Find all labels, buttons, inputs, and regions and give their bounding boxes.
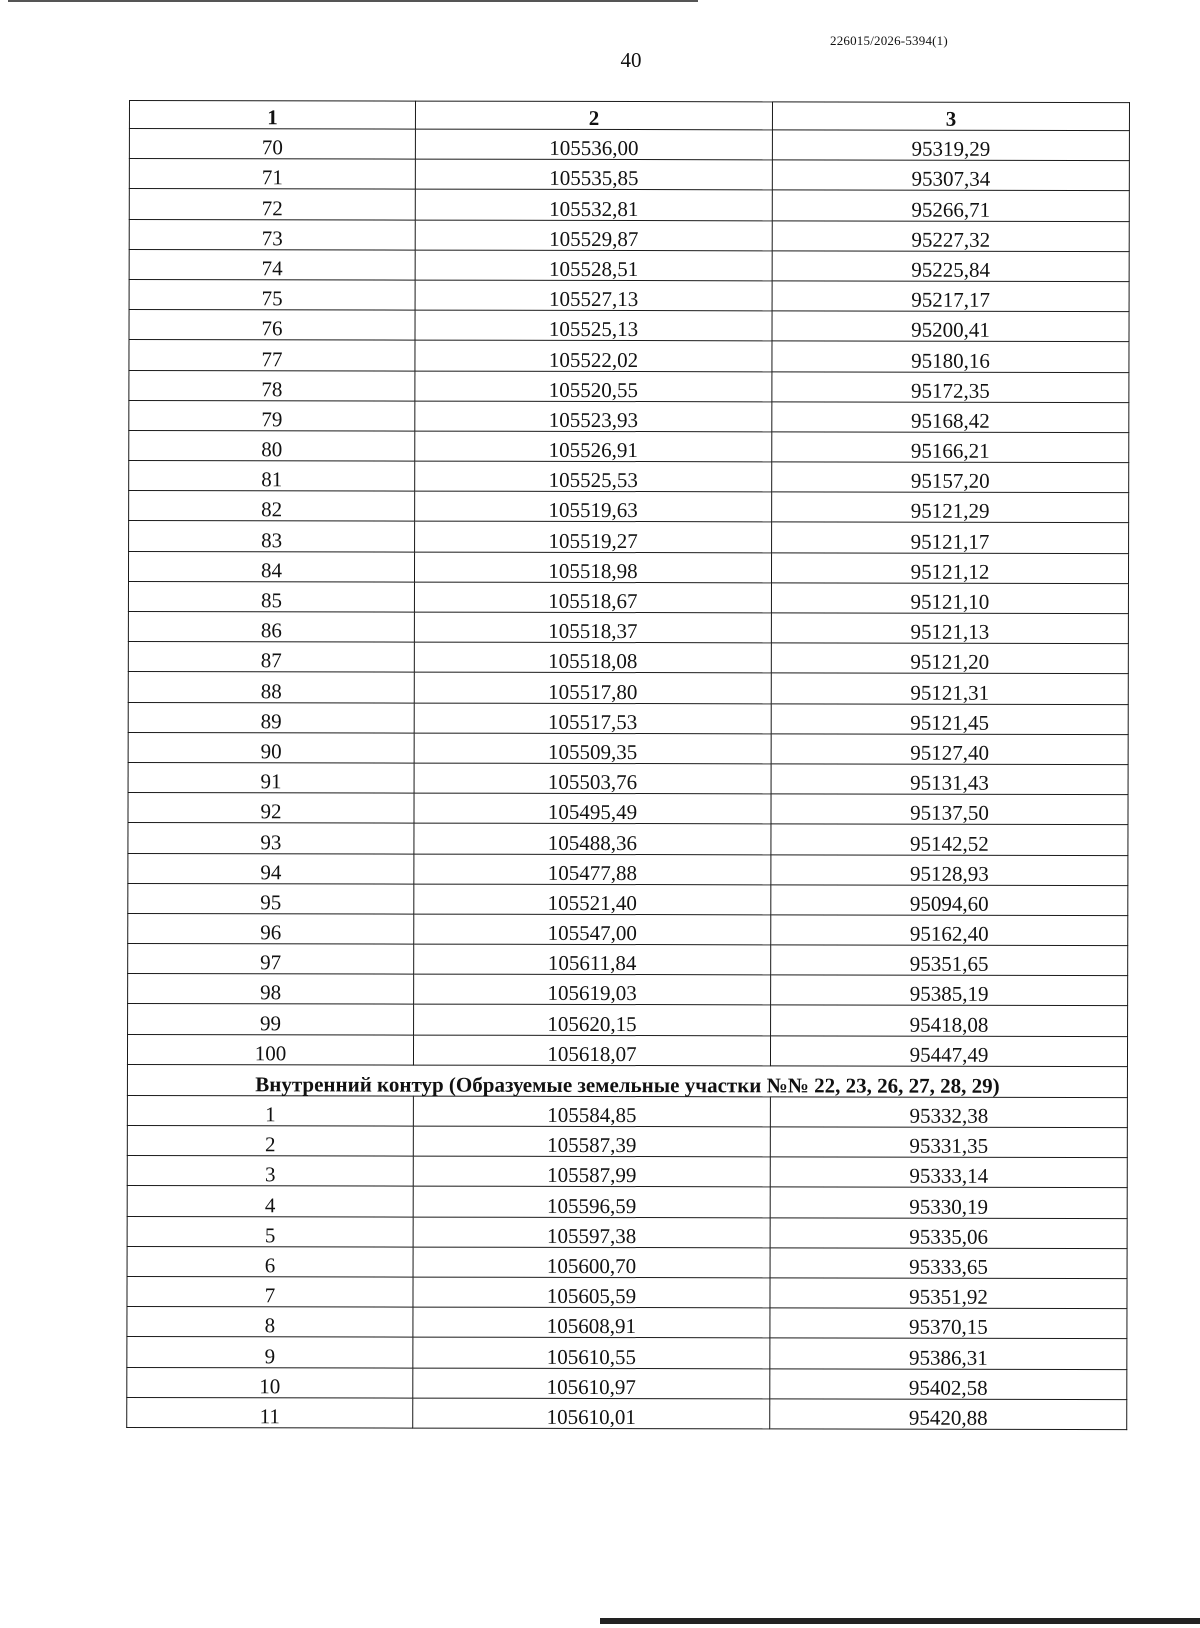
y-coordinate-cell: 95121,29 (772, 492, 1129, 523)
table-row (128, 944, 1128, 976)
section-title: Внутренний контур (Образуемые земельные участки №№ 22, 23, 26, 27, 28, 29) (127, 1064, 1127, 1097)
scan-edge-bottom (600, 1618, 1200, 1624)
point-number-cell: 9 (127, 1337, 413, 1368)
x-coordinate-cell: 105520,55 (415, 371, 772, 402)
table-row (128, 913, 1128, 945)
x-coordinate-cell: 105536,00 (415, 129, 772, 160)
y-coordinate-cell: 95121,12 (771, 552, 1128, 583)
point-number-cell: 5 (127, 1216, 413, 1247)
table-row (127, 1216, 1127, 1248)
point-number-cell: 96 (128, 913, 414, 944)
point-number-cell: 70 (129, 129, 415, 160)
x-coordinate-cell: 105495,49 (414, 793, 771, 824)
x-coordinate-cell: 105526,91 (415, 431, 772, 462)
x-coordinate-cell: 105587,99 (413, 1156, 770, 1187)
y-coordinate-cell: 95131,43 (771, 764, 1128, 795)
table-row (129, 279, 1129, 311)
point-number-cell: 10 (127, 1367, 413, 1398)
point-number-cell: 80 (129, 430, 415, 461)
point-number-cell: 85 (128, 581, 414, 612)
x-coordinate-cell: 105528,51 (415, 250, 772, 281)
table-row (128, 672, 1128, 704)
column-header: 2 (415, 101, 772, 130)
point-number-cell: 6 (127, 1246, 413, 1277)
point-number-cell: 91 (128, 762, 414, 793)
x-coordinate-cell: 105605,59 (413, 1277, 770, 1308)
page-number: 40 (620, 48, 642, 72)
x-coordinate-cell: 105584,85 (413, 1096, 770, 1127)
point-number-cell: 97 (128, 944, 414, 975)
y-coordinate-cell: 95402,58 (770, 1368, 1127, 1399)
column-header: 1 (129, 101, 415, 130)
point-number-cell: 75 (129, 279, 415, 310)
table-row (129, 370, 1129, 402)
y-coordinate-cell: 95127,40 (771, 734, 1128, 765)
x-coordinate-cell: 105620,15 (414, 1005, 771, 1036)
point-number-cell: 90 (128, 732, 414, 763)
point-number-cell: 83 (129, 521, 415, 552)
coordinates-table (126, 100, 1130, 1430)
point-number-cell: 81 (129, 461, 415, 492)
table-row (128, 732, 1128, 764)
table-row (127, 1125, 1127, 1157)
table-row (127, 1397, 1127, 1429)
point-number-cell: 84 (128, 551, 414, 582)
y-coordinate-cell: 95331,35 (770, 1127, 1127, 1158)
table-row (127, 1156, 1127, 1188)
x-coordinate-cell: 105547,00 (414, 914, 771, 945)
point-number-cell: 73 (129, 219, 415, 250)
table-row (128, 883, 1128, 915)
table-row (129, 310, 1129, 342)
x-coordinate-cell: 105535,85 (415, 159, 772, 190)
outer-contour-rows (127, 129, 1129, 1067)
x-coordinate-cell: 105596,59 (413, 1186, 770, 1217)
y-coordinate-cell: 95227,32 (772, 220, 1129, 251)
x-coordinate-cell: 105518,08 (414, 642, 771, 673)
document-id: 226015/2026-5394(1) (830, 33, 948, 48)
y-coordinate-cell: 95128,93 (771, 854, 1128, 885)
section-heading-row (127, 1064, 1127, 1097)
y-coordinate-cell: 95266,71 (772, 190, 1129, 221)
x-coordinate-cell: 105519,63 (415, 491, 772, 522)
x-coordinate-cell: 105529,87 (415, 220, 772, 251)
table-row (128, 642, 1128, 674)
table-row (128, 974, 1128, 1006)
x-coordinate-cell: 105488,36 (414, 823, 771, 854)
y-coordinate-cell: 95386,31 (770, 1338, 1127, 1369)
y-coordinate-cell: 95319,29 (772, 130, 1129, 161)
table-row (127, 1246, 1127, 1278)
point-number-cell: 72 (129, 189, 415, 220)
point-number-cell: 98 (128, 974, 414, 1005)
table-row (129, 430, 1129, 462)
x-coordinate-cell: 105525,13 (415, 310, 772, 341)
point-number-cell: 74 (129, 249, 415, 280)
x-coordinate-cell: 105522,02 (415, 340, 772, 371)
x-coordinate-cell: 105610,97 (413, 1368, 770, 1399)
y-coordinate-cell: 95200,41 (772, 311, 1129, 342)
point-number-cell: 100 (127, 1034, 413, 1065)
point-number-cell: 79 (129, 400, 415, 431)
y-coordinate-cell: 95333,14 (770, 1157, 1127, 1188)
y-coordinate-cell: 95420,88 (770, 1399, 1127, 1430)
y-coordinate-cell: 95370,15 (770, 1308, 1127, 1339)
point-number-cell: 95 (128, 883, 414, 914)
column-header: 3 (772, 102, 1129, 131)
x-coordinate-cell: 105619,03 (414, 974, 771, 1005)
x-coordinate-cell: 105532,81 (415, 189, 772, 220)
y-coordinate-cell: 95307,34 (772, 160, 1129, 191)
y-coordinate-cell: 95172,35 (772, 371, 1129, 402)
y-coordinate-cell: 95121,17 (772, 522, 1129, 553)
point-number-cell: 88 (128, 672, 414, 703)
table-row (128, 793, 1128, 825)
point-number-cell: 1 (127, 1095, 413, 1126)
point-number-cell: 11 (127, 1397, 413, 1428)
x-coordinate-cell: 105521,40 (414, 884, 771, 915)
y-coordinate-cell: 95121,31 (771, 673, 1128, 704)
y-coordinate-cell: 95385,19 (771, 975, 1128, 1006)
table-row (129, 219, 1129, 251)
point-number-cell: 3 (127, 1156, 413, 1187)
y-coordinate-cell: 95447,49 (770, 1035, 1127, 1066)
table-row (128, 702, 1128, 734)
y-coordinate-cell: 95351,92 (770, 1278, 1127, 1309)
table-row (128, 1004, 1128, 1036)
x-coordinate-cell: 105587,39 (413, 1126, 770, 1157)
table-row (129, 249, 1129, 281)
table-row (127, 1337, 1127, 1369)
point-number-cell: 94 (128, 853, 414, 884)
y-coordinate-cell: 95162,40 (771, 915, 1128, 946)
y-coordinate-cell: 95333,65 (770, 1248, 1127, 1279)
point-number-cell: 76 (129, 310, 415, 341)
point-number-cell: 7 (127, 1276, 413, 1307)
point-number-cell: 92 (128, 793, 414, 824)
y-coordinate-cell: 95121,45 (771, 703, 1128, 734)
table-row (129, 129, 1129, 161)
y-coordinate-cell: 95180,16 (772, 341, 1129, 372)
table-row (128, 853, 1128, 885)
x-coordinate-cell: 105517,80 (414, 672, 771, 703)
table-row (128, 611, 1128, 643)
y-coordinate-cell: 95142,52 (771, 824, 1128, 855)
y-coordinate-cell: 95332,38 (770, 1097, 1127, 1128)
y-coordinate-cell: 95121,13 (771, 613, 1128, 644)
y-coordinate-cell: 95121,10 (771, 583, 1128, 614)
point-number-cell: 87 (128, 642, 414, 673)
table-row (129, 491, 1129, 523)
y-coordinate-cell: 95351,65 (771, 945, 1128, 976)
table-header-row (129, 101, 1129, 131)
point-number-cell: 99 (128, 1004, 414, 1035)
point-number-cell: 78 (129, 370, 415, 401)
x-coordinate-cell: 105519,27 (415, 522, 772, 553)
x-coordinate-cell: 105618,07 (413, 1035, 770, 1066)
y-coordinate-cell: 95217,17 (772, 281, 1129, 312)
table-row (129, 189, 1129, 221)
x-coordinate-cell: 105611,84 (414, 944, 771, 975)
table-row (127, 1186, 1127, 1218)
x-coordinate-cell: 105525,53 (415, 461, 772, 492)
x-coordinate-cell: 105518,37 (414, 612, 771, 643)
y-coordinate-cell: 95225,84 (772, 251, 1129, 282)
y-coordinate-cell: 95330,19 (770, 1187, 1127, 1218)
y-coordinate-cell: 95137,50 (771, 794, 1128, 825)
y-coordinate-cell: 95418,08 (771, 1005, 1128, 1036)
x-coordinate-cell: 105509,35 (414, 733, 771, 764)
y-coordinate-cell: 95121,20 (771, 643, 1128, 674)
x-coordinate-cell: 105610,01 (413, 1398, 770, 1429)
point-number-cell: 2 (127, 1125, 413, 1156)
table-row (129, 340, 1129, 372)
x-coordinate-cell: 105597,38 (413, 1217, 770, 1248)
y-coordinate-cell: 95157,20 (772, 462, 1129, 493)
point-number-cell: 89 (128, 702, 414, 733)
point-number-cell: 82 (129, 491, 415, 522)
x-coordinate-cell: 105523,93 (415, 401, 772, 432)
y-coordinate-cell: 95335,06 (770, 1217, 1127, 1248)
table-row (127, 1034, 1127, 1066)
x-coordinate-cell: 105610,55 (413, 1337, 770, 1368)
table-row (128, 581, 1128, 613)
table-row (129, 461, 1129, 493)
point-number-cell: 71 (129, 159, 415, 190)
point-number-cell: 93 (128, 823, 414, 854)
x-coordinate-cell: 105608,91 (413, 1307, 770, 1338)
x-coordinate-cell: 105600,70 (413, 1247, 770, 1278)
x-coordinate-cell: 105503,76 (414, 763, 771, 794)
table-row (127, 1367, 1127, 1399)
y-coordinate-cell: 95168,42 (772, 402, 1129, 433)
x-coordinate-cell: 105527,13 (415, 280, 772, 311)
table-row (127, 1095, 1127, 1127)
x-coordinate-cell: 105517,53 (414, 703, 771, 734)
table-row (128, 762, 1128, 794)
inner-contour-rows (127, 1095, 1128, 1429)
y-coordinate-cell: 95166,21 (772, 432, 1129, 463)
table-row (128, 551, 1128, 583)
table-row (127, 1276, 1127, 1308)
table-row (129, 159, 1129, 191)
point-number-cell: 86 (128, 611, 414, 642)
x-coordinate-cell: 105518,98 (414, 552, 771, 583)
table-row (127, 1307, 1127, 1339)
point-number-cell: 8 (127, 1307, 413, 1338)
point-number-cell: 4 (127, 1186, 413, 1217)
table-row (129, 400, 1129, 432)
x-coordinate-cell: 105477,88 (414, 854, 771, 885)
point-number-cell: 77 (129, 340, 415, 371)
table-row (129, 521, 1129, 553)
y-coordinate-cell: 95094,60 (771, 885, 1128, 916)
table-row (128, 823, 1128, 855)
scan-edge-top (8, 0, 698, 2)
x-coordinate-cell: 105518,67 (414, 582, 771, 613)
